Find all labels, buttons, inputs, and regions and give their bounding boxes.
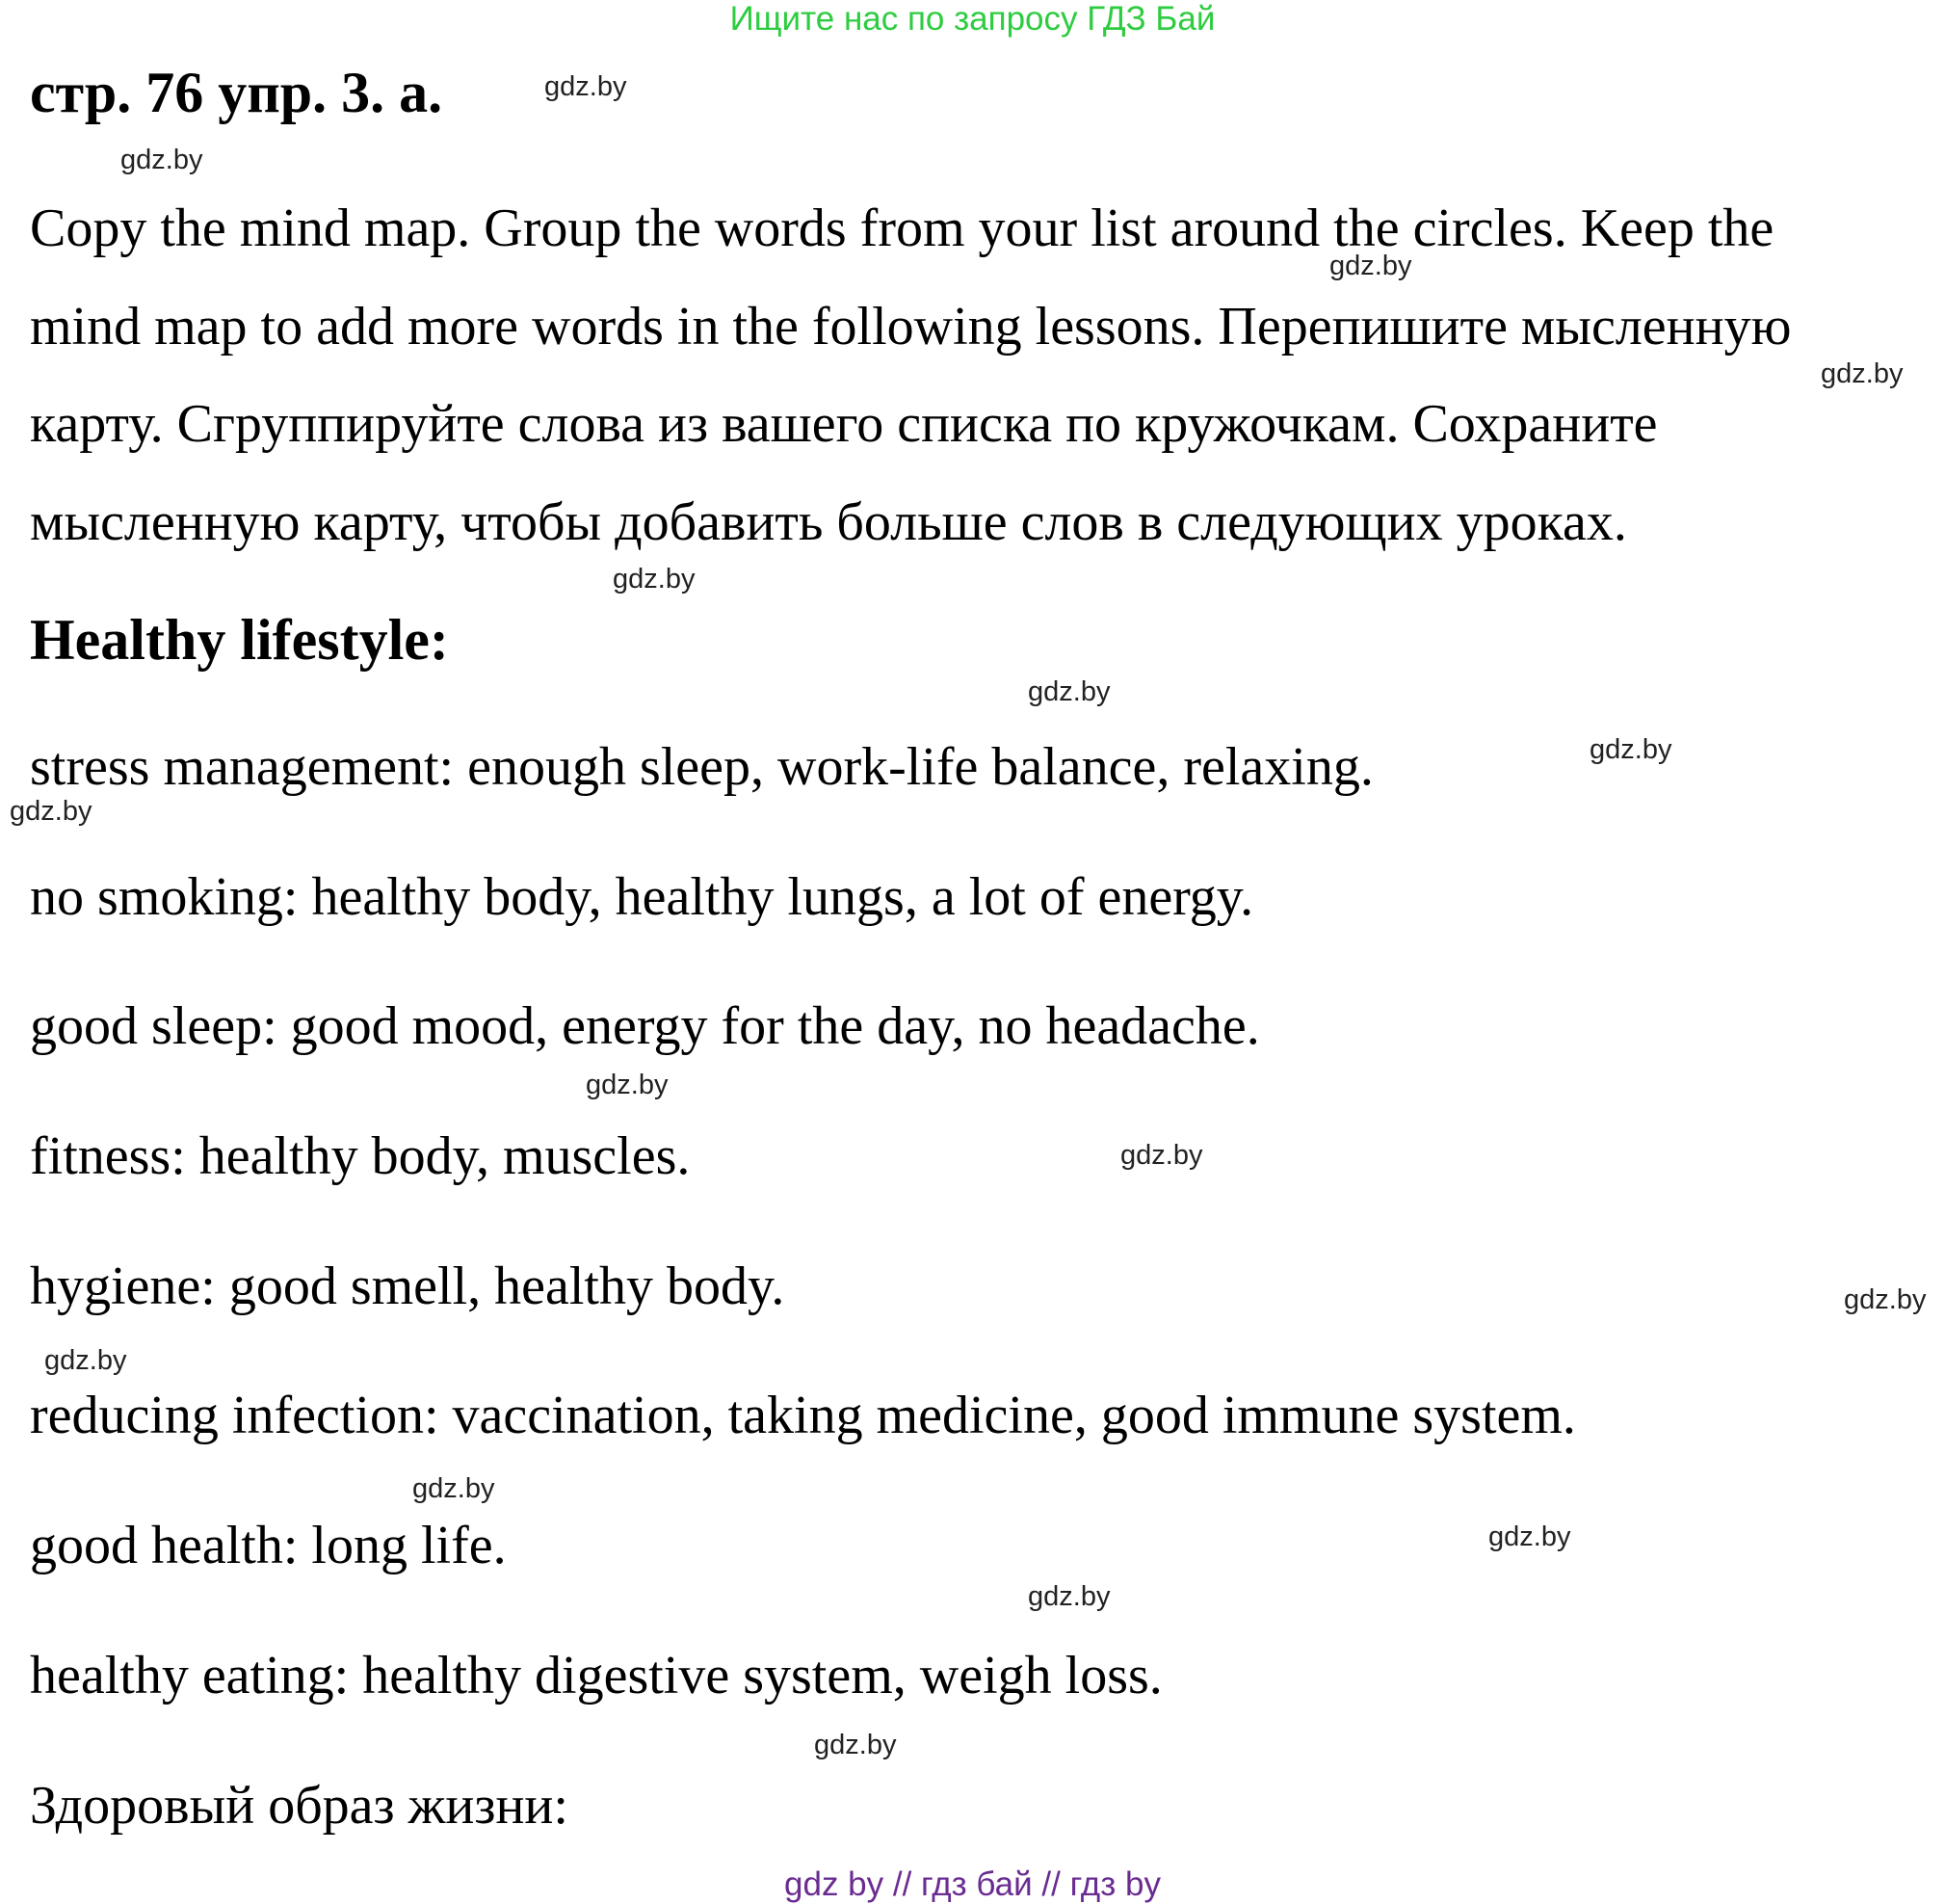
translation-title: Здоровый образ жизни:	[30, 1776, 568, 1836]
instruction-line: карту. Сгруппируйте слова из вашего списка по кружочкам. Сохраните	[30, 394, 1658, 454]
list-item: good health: long life.	[30, 1516, 507, 1575]
instruction-line: mind map to add more words in the following lessons. Перепишите мысленную	[30, 296, 1792, 357]
list-item: fitness: healthy body, muscles.	[30, 1126, 691, 1186]
list-item: hygiene: good smell, healthy body.	[30, 1256, 785, 1316]
watermark: gdz.by	[1590, 734, 1672, 765]
watermark: gdz.by	[120, 145, 203, 175]
list-item: good sleep: good mood, energy for the day, no headache.	[30, 996, 1260, 1056]
list-item: healthy eating: healthy digestive system, weigh loss.	[30, 1646, 1163, 1706]
watermark: gdz.by	[412, 1473, 495, 1504]
watermark: gdz.by	[586, 1070, 669, 1100]
page-title: стр. 76 упр. 3. а.	[30, 61, 443, 124]
search-banner[interactable]: Ищите нас по запросу ГДЗ Бай	[729, 0, 1216, 38]
watermark: gdz.by	[1329, 251, 1412, 281]
instruction-line: мысленную карту, чтобы добавить больше слов в следующих уроках.	[30, 491, 1627, 552]
instruction-paragraph	[30, 180, 1918, 571]
list-item: reducing infection: vaccination, taking medicine, good immune system.	[30, 1386, 1576, 1445]
watermark: gdz.by	[814, 1730, 897, 1760]
watermark: gdz.by	[44, 1345, 127, 1376]
footer-links[interactable]: gdz by // гдз бай // гдз by	[784, 1865, 1161, 1903]
watermark: gdz.by	[613, 564, 696, 595]
list-item: stress management: enough sleep, work-life balance, relaxing.	[30, 737, 1374, 797]
watermark: gdz.by	[1488, 1521, 1571, 1552]
watermark: gdz.by	[1028, 1581, 1111, 1612]
watermark: gdz.by	[1821, 358, 1904, 389]
watermark: gdz.by	[10, 796, 92, 827]
watermark: gdz.by	[544, 71, 627, 102]
section-title: Healthy lifestyle:	[30, 608, 449, 672]
watermark: gdz.by	[1028, 676, 1111, 707]
instruction-line: Copy the mind map. Group the words from your list around the circles. Keep the	[30, 198, 1774, 258]
watermark: gdz.by	[1844, 1284, 1927, 1315]
list-item: no smoking: healthy body, healthy lungs, a lot of energy.	[30, 867, 1254, 927]
watermark: gdz.by	[1120, 1140, 1203, 1171]
